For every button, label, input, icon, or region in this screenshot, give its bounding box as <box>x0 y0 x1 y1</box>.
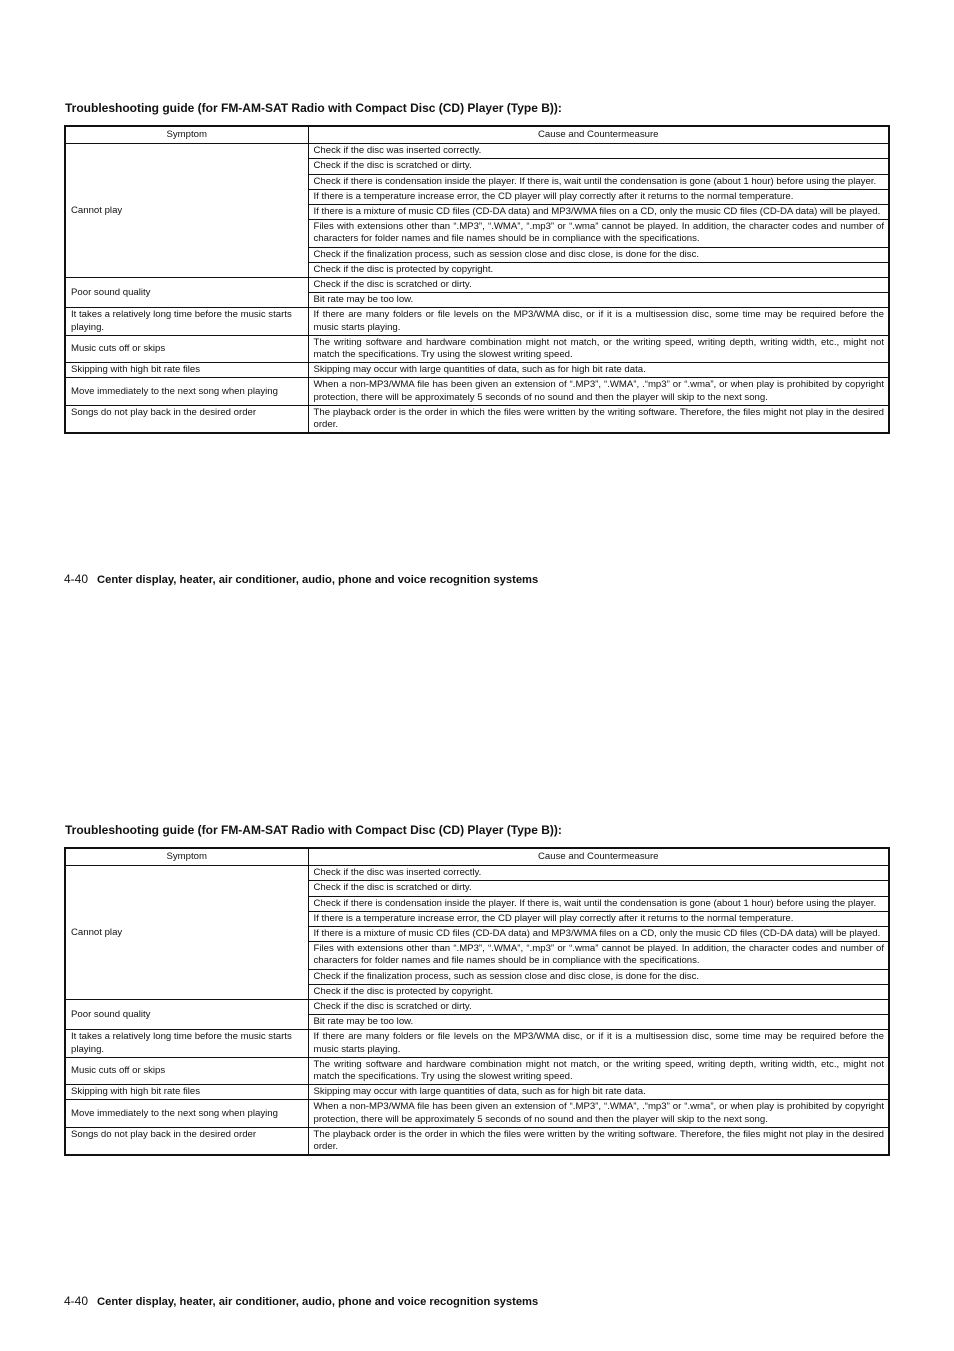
cause-cell: Check if the disc is scratched or dirty. <box>308 278 889 293</box>
cause-cell: If there are many folders or file levels on the MP3/WMA disc, or if it is a multisession disc, some time may be required before the music starts playing. <box>308 308 889 335</box>
symptom-cell: Cannot play <box>65 144 308 278</box>
table-row <box>65 866 889 881</box>
table-row <box>65 1085 889 1100</box>
cause-cell: If there is a mixture of music CD files (CD-DA data) and MP3/WMA files on a CD, only the music CD files (CD-DA data) will be played. <box>308 927 889 942</box>
symptom-cell: Songs do not play back in the desired order <box>65 405 308 433</box>
table-row <box>65 363 889 378</box>
cause-cell: Check if the disc is protected by copyright. <box>308 262 889 277</box>
cause-cell: Skipping may occur with large quantities of data, such as for high bit rate data. <box>308 1085 889 1100</box>
cause-cell: Bit rate may be too low. <box>308 293 889 308</box>
symptom-cell: Move immediately to the next song when playing <box>65 1100 308 1127</box>
page-title: Troubleshooting guide (for FM-AM-SAT Radio with Compact Disc (CD) Player (Type B)): <box>65 823 562 837</box>
footer-section-title: Center display, heater, air conditioner, audio, phone and voice recognition systems <box>97 1296 539 1308</box>
symptom-cell: Poor sound quality <box>65 1000 308 1030</box>
cause-cell: Check if the finalization process, such as session close and disc close, is done for the disc. <box>308 969 889 984</box>
cause-cell: Check if the disc was inserted correctly. <box>308 144 889 159</box>
symptom-cell: Poor sound quality <box>65 278 308 308</box>
symptom-cell: Skipping with high bit rate files <box>65 1085 308 1100</box>
symptom-cell: It takes a relatively long time before the music starts playing. <box>65 308 308 335</box>
symptom-cell: Songs do not play back in the desired order <box>65 1127 308 1155</box>
cause-cell: Skipping may occur with large quantities of data, such as for high bit rate data. <box>308 363 889 378</box>
cause-cell: Check if the disc is scratched or dirty. <box>308 881 889 896</box>
table-header-row <box>65 126 889 144</box>
table-row <box>65 278 889 293</box>
table-row <box>65 1127 889 1155</box>
header-cause: Cause and Countermeasure <box>308 126 889 144</box>
header-symptom: Symptom <box>65 126 308 144</box>
cause-cell: Bit rate may be too low. <box>308 1015 889 1030</box>
cause-cell: Check if the disc is protected by copyright. <box>308 984 889 999</box>
table-row <box>65 378 889 405</box>
cause-cell: The playback order is the order in which the files were written by the writing software. Therefore, the files might not play in the desired order. <box>308 405 889 433</box>
page-number: 4-40 <box>64 572 89 586</box>
symptom-cell: Cannot play <box>65 866 308 1000</box>
troubleshooting-table <box>64 847 890 1156</box>
page-footer <box>64 572 538 586</box>
table-row <box>65 335 889 362</box>
cause-cell: The writing software and hardware combination might not match, or the writing speed, writing depth, writing width, etc., might not match the specifications. Try using the slowest writing speed. <box>308 1057 889 1084</box>
page-title: Troubleshooting guide (for FM-AM-SAT Radio with Compact Disc (CD) Player (Type B)): <box>65 101 562 115</box>
table-row <box>65 405 889 433</box>
symptom-cell: It takes a relatively long time before the music starts playing. <box>65 1030 308 1057</box>
troubleshooting-table <box>64 125 890 434</box>
cause-cell: Check if the disc is scratched or dirty. <box>308 1000 889 1015</box>
cause-cell: If there is a temperature increase error, the CD player will play correctly after it returns to the normal temperature. <box>308 189 889 204</box>
cause-cell: If there is a temperature increase error, the CD player will play correctly after it returns to the normal temperature. <box>308 911 889 926</box>
table-row <box>65 1000 889 1015</box>
header-cause: Cause and Countermeasure <box>308 848 889 866</box>
cause-cell: Check if the disc was inserted correctly. <box>308 866 889 881</box>
symptom-cell: Move immediately to the next song when playing <box>65 378 308 405</box>
table-row <box>65 1057 889 1084</box>
symptom-cell: Skipping with high bit rate files <box>65 363 308 378</box>
table-row <box>65 1030 889 1057</box>
footer-section-title: Center display, heater, air conditioner, audio, phone and voice recognition systems <box>97 574 539 586</box>
table-row <box>65 1100 889 1127</box>
cause-cell: If there are many folders or file levels on the MP3/WMA disc, or if it is a multisession disc, some time may be required before the music starts playing. <box>308 1030 889 1057</box>
cause-cell: When a non-MP3/WMA file has been given an extension of “.MP3”, “.WMA”, .“mp3” or “.wma”, or when play is prohibited by copyright protection, there will be approximately 5 seconds of no sound and then the player will skip to the next song. <box>308 378 889 405</box>
cause-cell: Files with extensions other than “.MP3”, “.WMA”, “.mp3” or “.wma” cannot be played. In addition, the character codes and number of characters for folder names and file names should be in compliance with the specifications. <box>308 942 889 969</box>
cause-cell: Check if there is condensation inside the player. If there is, wait until the condensation is gone (about 1 hour) before using the player. <box>308 896 889 911</box>
cause-cell: The writing software and hardware combination might not match, or the writing speed, writing depth, writing width, etc., might not match the specifications. Try using the slowest writing speed. <box>308 335 889 362</box>
page-number: 4-40 <box>64 1294 89 1308</box>
cause-cell: When a non-MP3/WMA file has been given an extension of “.MP3”, “.WMA”, .“mp3” or “.wma”, or when play is prohibited by copyright protection, there will be approximately 5 seconds of no sound and then the player will skip to the next song. <box>308 1100 889 1127</box>
page-footer <box>64 1294 538 1308</box>
table-row <box>65 308 889 335</box>
cause-cell: Files with extensions other than “.MP3”, “.WMA”, “.mp3” or “.wma” cannot be played. In addition, the character codes and number of characters for folder names and file names should be in compliance with the specifications. <box>308 220 889 247</box>
table-header-row <box>65 848 889 866</box>
cause-cell: If there is a mixture of music CD files (CD-DA data) and MP3/WMA files on a CD, only the music CD files (CD-DA data) will be played. <box>308 205 889 220</box>
symptom-cell: Music cuts off or skips <box>65 335 308 362</box>
header-symptom: Symptom <box>65 848 308 866</box>
cause-cell: Check if the disc is scratched or dirty. <box>308 159 889 174</box>
table-row <box>65 144 889 159</box>
cause-cell: Check if the finalization process, such as session close and disc close, is done for the disc. <box>308 247 889 262</box>
cause-cell: The playback order is the order in which the files were written by the writing software. Therefore, the files might not play in the desired order. <box>308 1127 889 1155</box>
symptom-cell: Music cuts off or skips <box>65 1057 308 1084</box>
cause-cell: Check if there is condensation inside the player. If there is, wait until the condensation is gone (about 1 hour) before using the player. <box>308 174 889 189</box>
